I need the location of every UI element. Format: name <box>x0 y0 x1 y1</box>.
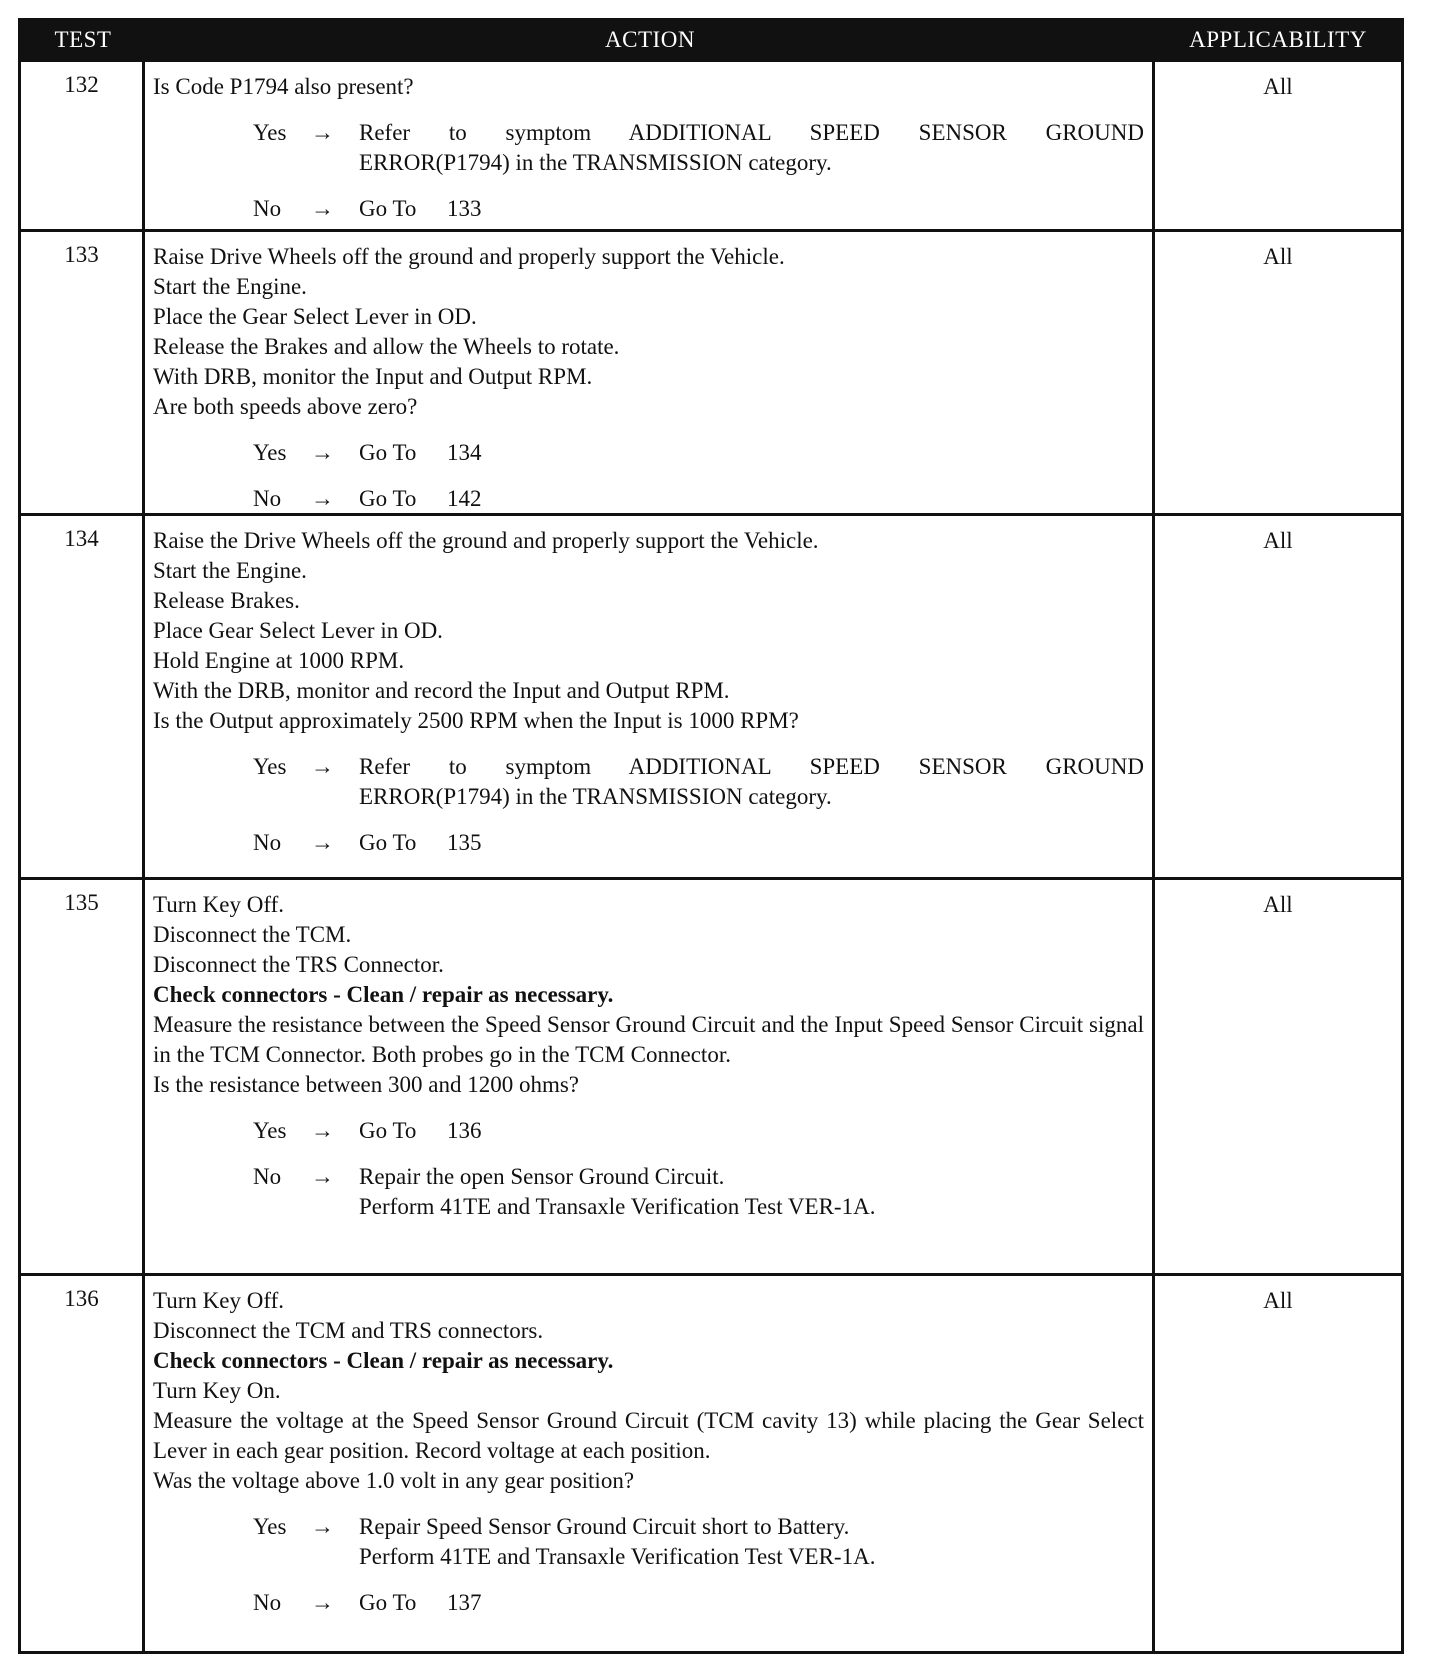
action-line: Release Brakes. <box>153 588 300 613</box>
action-line: Hold Engine at 1000 RPM. <box>153 648 405 673</box>
action-paragraph: Measure the voltage at the Speed Sensor Ground Circuit (TCM cavity 13) while placing the Gear Select Lever in each gear position. Record voltage at each position. <box>153 1408 1144 1463</box>
action-line: Start the Engine. <box>153 558 307 583</box>
action-line: Disconnect the TRS Connector. <box>153 952 444 977</box>
yes-outcome <box>253 752 1144 812</box>
arrow-icon: → <box>311 196 334 221</box>
test-number: 134 <box>21 516 145 877</box>
no-label: No <box>253 1590 282 1615</box>
no-outcome <box>253 1162 1144 1222</box>
table-row <box>21 877 1401 1273</box>
table-header <box>21 21 1401 59</box>
bold-instruction: Check connectors - Clean / repair as necessary. <box>153 1348 614 1373</box>
yes-label: Yes <box>253 1514 287 1539</box>
test-number: 135 <box>21 880 145 1273</box>
action-line: Is Code P1794 also present? <box>153 74 414 99</box>
goto-target: 137 <box>447 1590 482 1615</box>
goto-label: Go To <box>359 1590 417 1615</box>
no-result <box>359 484 1144 514</box>
no-outcome <box>253 828 1144 858</box>
table-row <box>21 229 1401 513</box>
test-number: 132 <box>21 62 145 229</box>
action-line: Start the Engine. <box>153 274 307 299</box>
goto-label: Go To <box>359 830 417 855</box>
result-line: Refer to symptom ADDITIONAL SPEED SENSOR GROUND <box>359 754 1144 779</box>
action-line: Place the Gear Select Lever in OD. <box>153 304 477 329</box>
goto-target: 133 <box>447 196 482 221</box>
yes-label: Yes <box>253 754 287 779</box>
action-cell <box>145 62 1155 229</box>
no-result <box>359 1588 1144 1618</box>
yes-outcome <box>253 1512 1144 1572</box>
yes-label: Yes <box>253 120 287 145</box>
yes-result <box>359 438 1144 468</box>
goto-label: Go To <box>359 440 417 465</box>
action-question: Is the resistance between 300 and 1200 ohms? <box>153 1072 580 1097</box>
arrow-icon: → <box>311 486 334 511</box>
no-label: No <box>253 830 282 855</box>
no-label: No <box>253 486 282 511</box>
arrow-icon: → <box>311 1590 334 1615</box>
yes-label: Yes <box>253 440 287 465</box>
arrow-icon: → <box>311 1514 334 1539</box>
yes-result <box>359 752 1144 812</box>
goto-target: 135 <box>447 830 482 855</box>
bold-instruction: Check connectors - Clean / repair as necessary. <box>153 982 614 1007</box>
yes-label: Yes <box>253 1118 287 1143</box>
no-result <box>359 828 1144 858</box>
yes-outcome <box>253 438 1144 468</box>
arrow-icon: → <box>311 830 334 855</box>
no-result <box>359 1162 1144 1222</box>
action-line: Place Gear Select Lever in OD. <box>153 618 443 643</box>
action-line: Turn Key On. <box>153 1378 281 1403</box>
result-line: Repair Speed Sensor Ground Circuit short to Battery. <box>359 1514 850 1539</box>
yes-result <box>359 118 1144 178</box>
yes-outcome <box>253 118 1144 178</box>
action-line: Raise the Drive Wheels off the ground and properly support the Vehicle. <box>153 528 819 553</box>
table-row <box>21 59 1401 229</box>
arrow-icon: → <box>311 754 334 779</box>
applicability-cell: All <box>1263 74 1293 99</box>
arrow-icon: → <box>311 440 334 465</box>
no-outcome <box>253 194 1144 224</box>
yes-outcome <box>253 1116 1144 1146</box>
applicability-cell: All <box>1263 244 1293 269</box>
arrow-icon: → <box>311 1118 334 1143</box>
test-number: 133 <box>21 232 145 513</box>
applicability-cell: All <box>1263 528 1293 553</box>
action-line: Turn Key Off. <box>153 1288 284 1313</box>
no-label: No <box>253 196 282 221</box>
result-line: ERROR(P1794) in the TRANSMISSION category. <box>359 784 832 809</box>
header-test: TEST <box>54 27 112 52</box>
applicability-cell: All <box>1263 1288 1293 1313</box>
result-line: ERROR(P1794) in the TRANSMISSION category. <box>359 150 832 175</box>
result-line: Refer to symptom ADDITIONAL SPEED SENSOR GROUND <box>359 120 1144 145</box>
applicability-cell: All <box>1263 892 1293 917</box>
result-line: Perform 41TE and Transaxle Verification Test VER-1A. <box>359 1194 876 1219</box>
action-cell <box>145 1276 1155 1651</box>
result-line: Repair the open Sensor Ground Circuit. <box>359 1164 725 1189</box>
goto-label: Go To <box>359 1118 417 1143</box>
no-label: No <box>253 1164 282 1189</box>
diagnostic-table <box>18 18 1404 1654</box>
header-applicability: APPLICABILITY <box>1189 27 1367 52</box>
action-cell <box>145 516 1155 877</box>
goto-target: 134 <box>447 440 482 465</box>
action-question: Was the voltage above 1.0 volt in any gear position? <box>153 1468 635 1493</box>
yes-result <box>359 1512 1144 1572</box>
action-line: Release the Brakes and allow the Wheels to rotate. <box>153 334 620 359</box>
test-number: 136 <box>21 1276 145 1651</box>
goto-label: Go To <box>359 486 417 511</box>
no-outcome <box>253 1588 1144 1618</box>
arrow-icon: → <box>311 1164 334 1189</box>
header-action: ACTION <box>605 27 695 52</box>
action-paragraph: Measure the resistance between the Speed Sensor Ground Circuit and the Input Speed Sensor Circuit signal in the TCM Connector. Both probes go in the TCM Connector. <box>153 1012 1144 1067</box>
table-row <box>21 513 1401 877</box>
action-cell <box>145 232 1155 513</box>
action-line: With the DRB, monitor and record the Input and Output RPM. <box>153 678 730 703</box>
action-line: Turn Key Off. <box>153 892 284 917</box>
action-cell <box>145 880 1155 1273</box>
goto-label: Go To <box>359 196 417 221</box>
goto-target: 136 <box>447 1118 482 1143</box>
action-line: Are both speeds above zero? <box>153 394 418 419</box>
arrow-icon: → <box>311 120 334 145</box>
no-result <box>359 194 1144 224</box>
result-line: Perform 41TE and Transaxle Verification Test VER-1A. <box>359 1544 876 1569</box>
action-line: Disconnect the TCM and TRS connectors. <box>153 1318 544 1343</box>
table-row <box>21 1273 1401 1651</box>
goto-target: 142 <box>447 486 482 511</box>
yes-result <box>359 1116 1144 1146</box>
no-outcome <box>253 484 1144 514</box>
action-line: Raise Drive Wheels off the ground and properly support the Vehicle. <box>153 244 785 269</box>
action-line: Disconnect the TCM. <box>153 922 352 947</box>
action-line: With DRB, monitor the Input and Output RPM. <box>153 364 593 389</box>
action-line: Is the Output approximately 2500 RPM when the Input is 1000 RPM? <box>153 708 799 733</box>
